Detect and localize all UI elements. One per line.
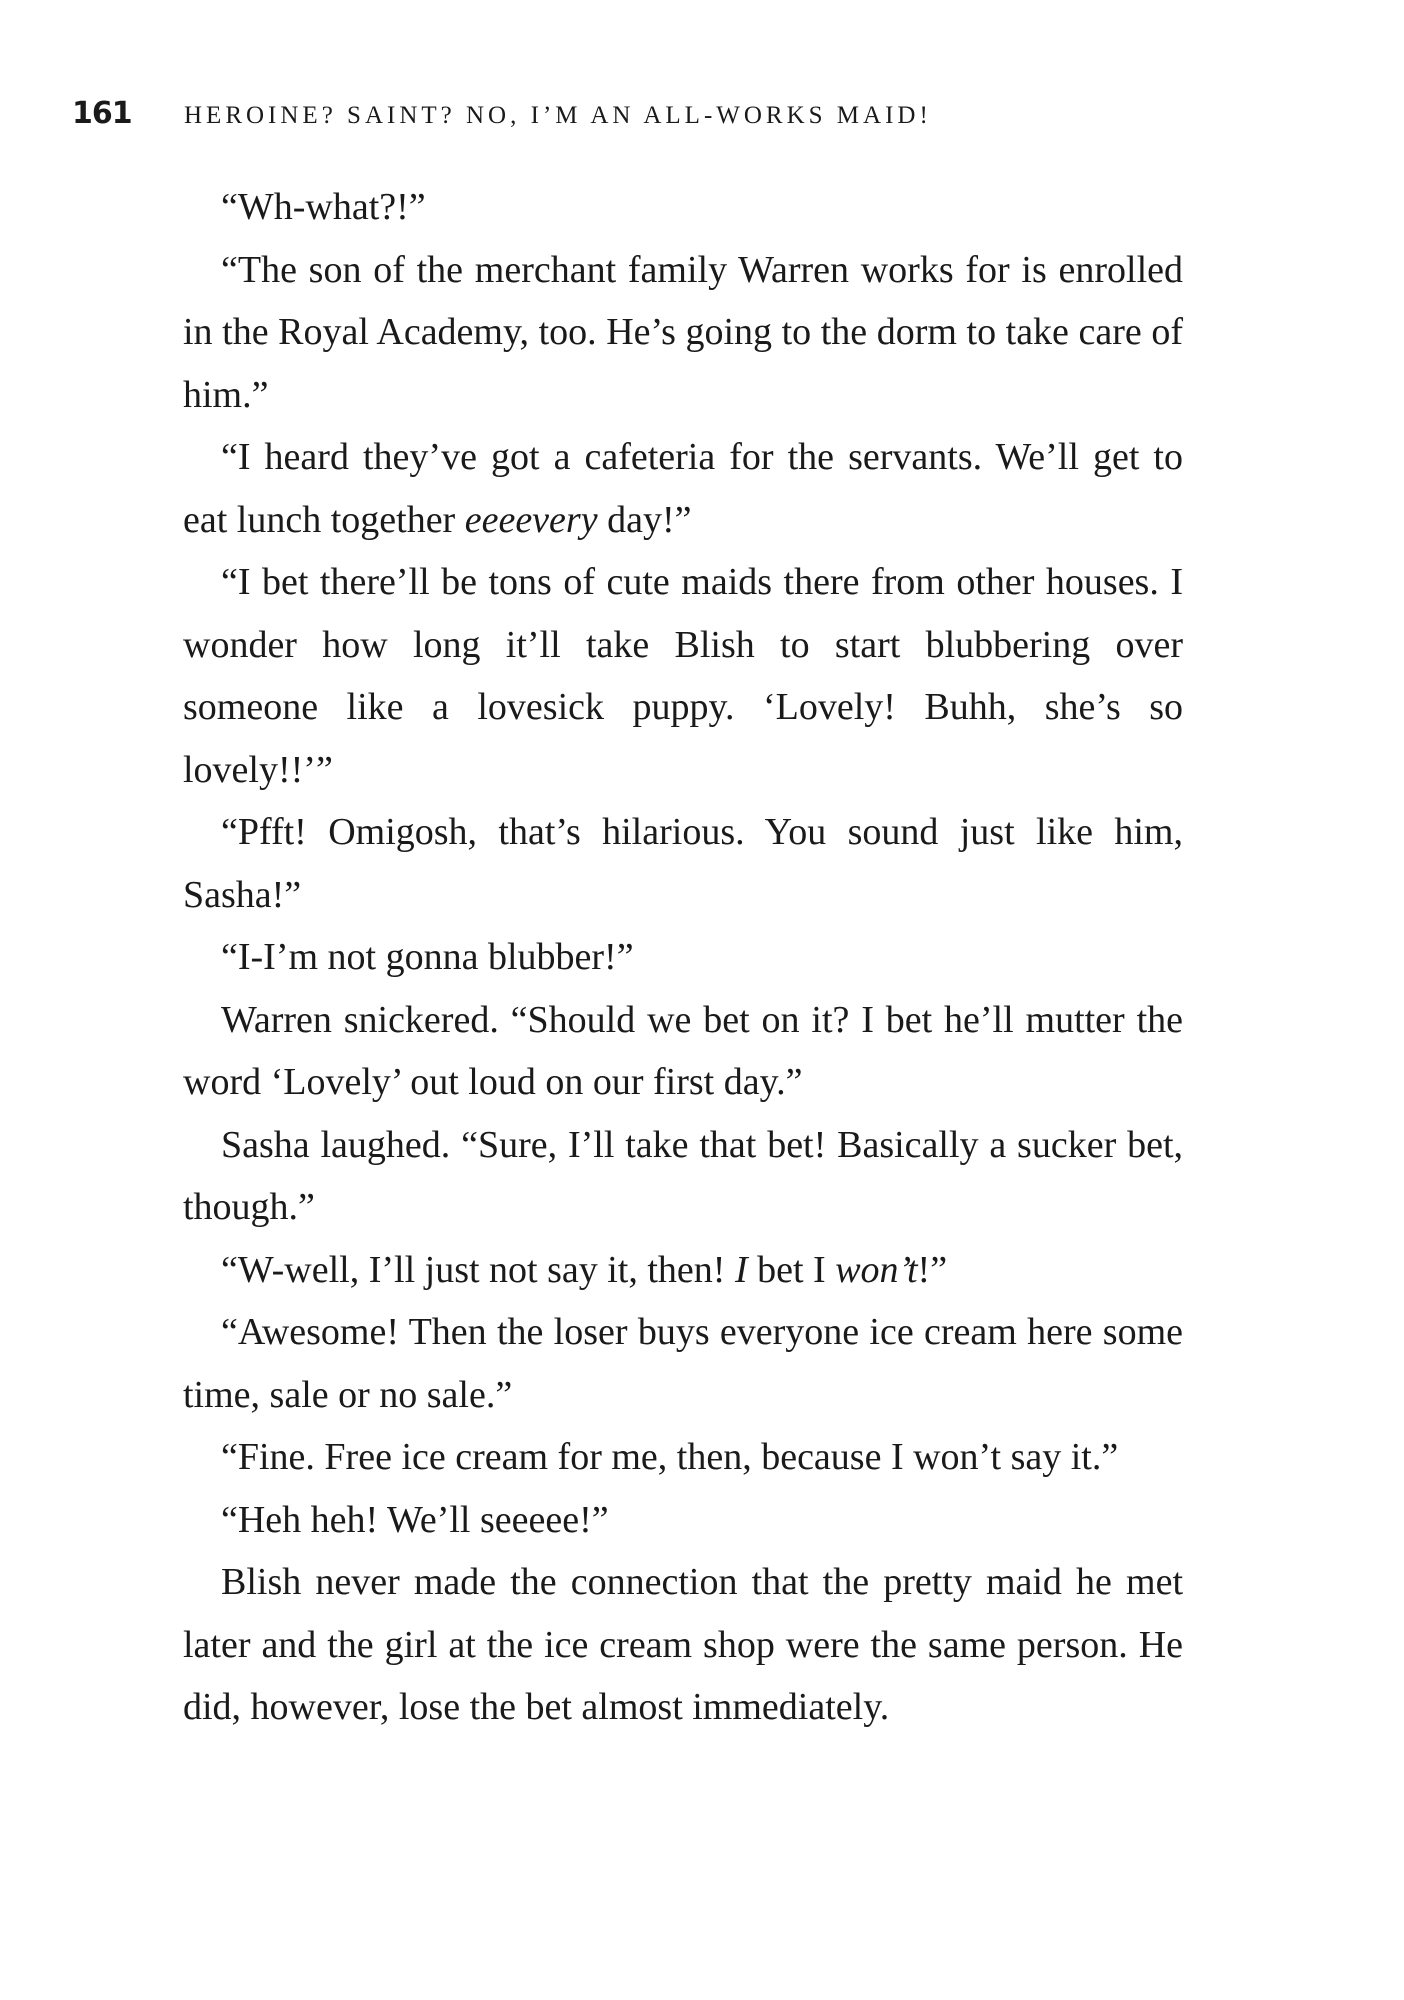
paragraph: “I-I’m not gonna blubber!” — [221, 936, 634, 978]
emphasis: eeeevery — [464, 498, 598, 541]
paragraph: Blish never made the connection that the pretty maid he met later and the girl at the ice cream shop were the same person. He did, however, lose the bet almost immediately. — [183, 1561, 1183, 1728]
paragraph: “Awesome! Then the loser buys everyone ice cream here some time, sale or no sale.” — [183, 1311, 1183, 1416]
paragraph: “Wh-what?!” — [221, 186, 426, 228]
paragraph-text: day!” — [597, 498, 692, 541]
paragraph: “Fine. Free ice cream for me, then, because I won’t say it.” — [221, 1436, 1119, 1478]
paragraph: “I bet there’ll be tons of cute maids there from other houses. I wonder how long it’ll take Blish to start blubbering over someone like a lovesick puppy. ‘Lovely! Buhh, she’s so lovely!!’” — [183, 561, 1183, 791]
paragraph-text: !” — [917, 1248, 948, 1291]
paragraph: “The son of the merchant family Warren works for is enrolled in the Royal Academy, too. He’s going to the dorm to take care of him.” — [183, 248, 1183, 416]
body-text — [183, 176, 1183, 1739]
paragraph-text: bet I — [747, 1248, 836, 1291]
paragraph — [183, 1239, 1183, 1302]
running-head — [72, 96, 1272, 136]
paragraph: Warren snickered. “Should we bet on it? I bet he’ll mutter the word ‘Lovely’ out loud on our first day.” — [183, 998, 1183, 1103]
emphasis: won’t — [835, 1248, 918, 1291]
paragraph: “Pfft! Omigosh, that’s hilarious. You sound just like him, Sasha!” — [183, 811, 1183, 916]
paragraph-text: “W-well, I’ll just not say it, then! — [221, 1248, 735, 1291]
emphasis: I — [734, 1248, 748, 1291]
paragraph: “Heh heh! We’ll seeeee!” — [221, 1498, 609, 1541]
page-number: 161 — [72, 96, 132, 131]
paragraph: Sasha laughed. “Sure, I’ll take that bet! Basically a sucker bet, though.” — [183, 1123, 1183, 1228]
paragraph — [183, 426, 1183, 551]
paragraph-text: “I heard they’ve got a cafeteria for the servants. We’ll get to eat lunch together — [183, 436, 1183, 541]
book-title: HEROINE? SAINT? NO, I’M AN ALL-WORKS MAID! — [184, 102, 932, 129]
